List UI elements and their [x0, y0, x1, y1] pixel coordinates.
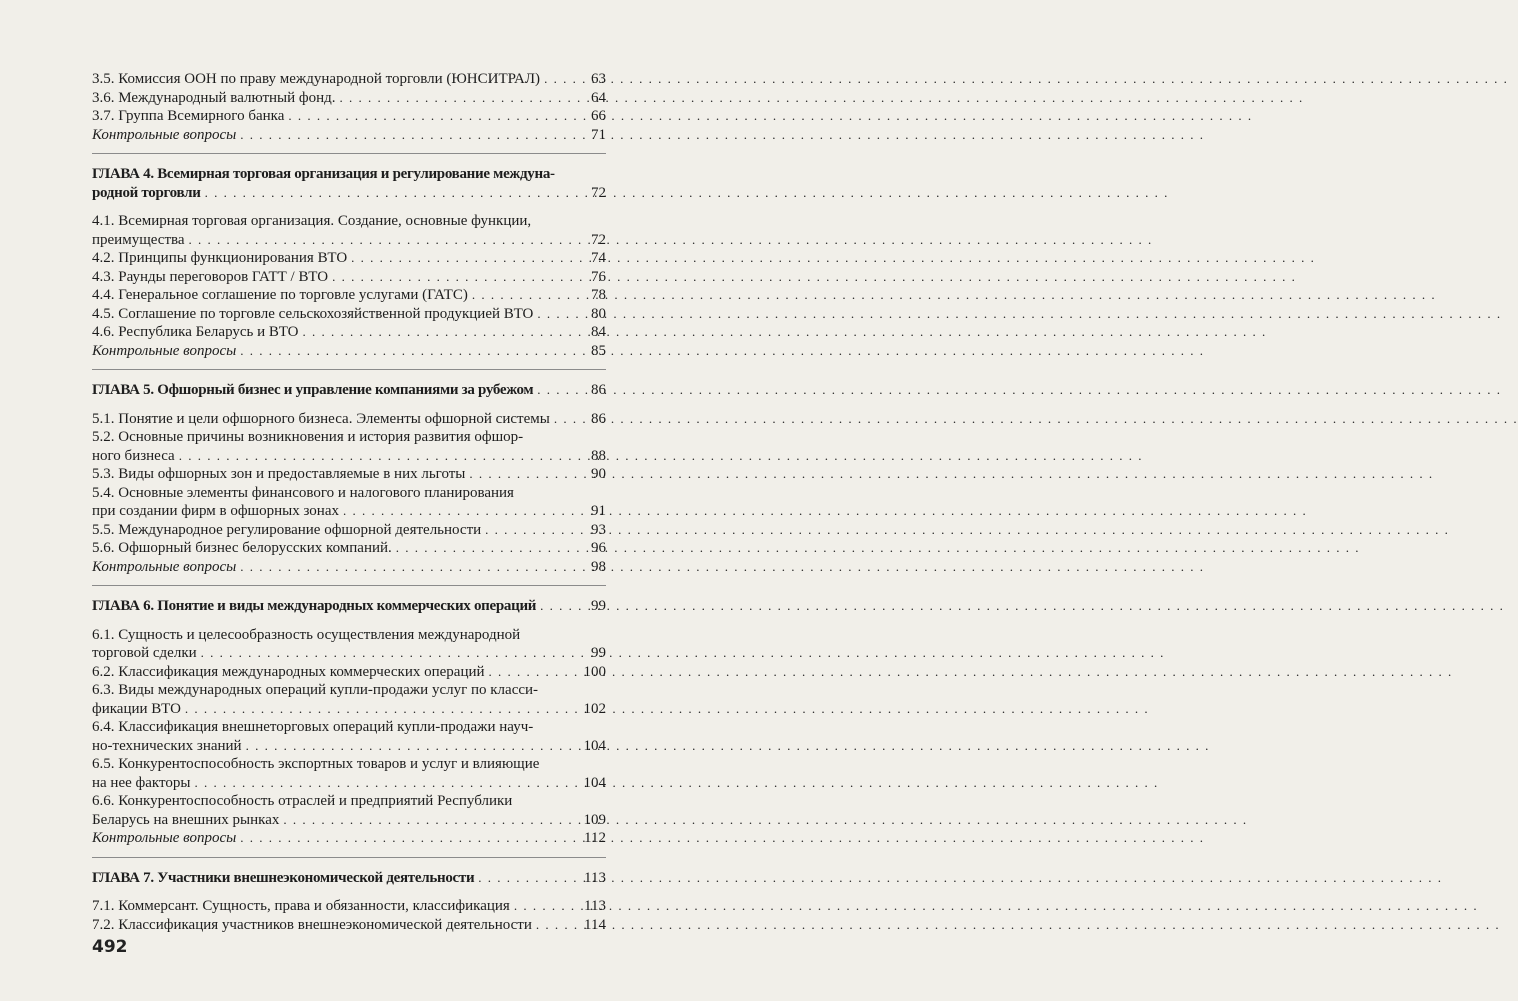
toc-entry-5-1: 5.1. Понятие и цели офшорного бизнеса. Элементы офшорной системы . . . 86 [92, 410, 606, 429]
page-number: 99 [591, 645, 606, 661]
leader-dots [288, 107, 576, 126]
divider [92, 857, 606, 858]
leader-dots [240, 342, 576, 361]
toc-entry-3-7: 3.7. Группа Всемирного банка . . . 66 [92, 107, 606, 126]
toc-entry-7-2: 7.2. Классификация участников внешнеэкономической деятельности . . . 114 [92, 916, 606, 935]
page-number: 63 [591, 71, 606, 87]
page-number: 86 [591, 410, 606, 427]
toc-entry-6-5-line1: 6.5. Конкурентоспособность экспортных товаров и услуг и влияющие [92, 756, 540, 772]
page-folio-number: 492 [92, 937, 128, 957]
toc-entry-4-5: 4.5. Соглашение по торговле сельскохозяйственной продукцией ВТО . . . 80 [92, 305, 606, 324]
page-number: 104 [583, 737, 606, 754]
leader-dots [536, 916, 576, 935]
toc-entry-6-6-line2: Беларусь на внешних рынках . . . 109 [92, 811, 606, 830]
toc-entry-6-1-line2: торговой сделки . . . 99 [92, 644, 606, 663]
leader-dots [485, 521, 576, 540]
toc-entry-3-6: 3.6. Международный валютный фонд. . . . 64 [92, 89, 606, 108]
toc-entry-4-3: 4.3. Раунды переговоров ГАТТ / ВТО . . . 76 [92, 268, 606, 287]
page-number: 113 [584, 869, 606, 886]
page-number: 109 [583, 811, 606, 828]
page-number: 98 [591, 558, 606, 575]
page-number: 99 [591, 598, 606, 614]
book-page [0, 0, 663, 1001]
page-number: 114 [584, 916, 606, 933]
toc-entry-4-6: 4.6. Республика Беларусь и ВТО . . . 84 [92, 323, 606, 342]
leader-dots [194, 774, 576, 793]
page-number: 78 [591, 287, 606, 303]
chapter-7-title: ГЛАВА 7. Участники внешнеэкономической деятельности . . . 113 [92, 869, 606, 888]
chapter-4-title-line2: родной торговли . . . 72 [92, 184, 606, 203]
toc-entry-4-4: 4.4. Генеральное соглашение по торговле услугами (ГАТС) . . . 78 [92, 286, 606, 305]
page-number: 85 [591, 342, 606, 359]
leader-dots [303, 323, 577, 342]
toc-entry-3-5: 3.5. Комиссия ООН по праву международной торговли (ЮНСИТРАЛ) . . . 63 [92, 70, 606, 89]
leader-dots [540, 597, 576, 616]
page-number: 64 [591, 89, 606, 106]
leader-dots [472, 286, 576, 305]
leader-dots [185, 700, 576, 719]
toc-entry-5-4-line1: 5.4. Основные элементы финансового и налогового планирования [92, 484, 514, 501]
toc-entry-6-6-line1: 6.6. Конкурентоспособность отраслей и предприятий Республики [92, 793, 513, 809]
page-number: 104 [583, 774, 606, 791]
toc-entry-6-3-line2: фикации ВТО . . . 102 [92, 700, 606, 719]
page-number: 100 [583, 663, 606, 680]
leader-dots [189, 231, 576, 250]
leader-dots [283, 811, 576, 830]
toc-entry-5-2-line2: ного бизнеса . . . 88 [92, 447, 606, 466]
page-number: 112 [584, 830, 606, 846]
toc-entry-6-5-line2: на нее факторы . . . 104 [92, 774, 606, 793]
page-number: 90 [591, 466, 606, 482]
toc-entry-6-1-line1: 6.1. Сущность и целесообразность осуществления международной [92, 626, 521, 643]
page-number: 91 [591, 503, 606, 519]
page-number: 84 [591, 324, 606, 340]
leader-dots [554, 410, 576, 429]
page-number: 102 [583, 700, 606, 717]
toc-entry-ch6-questions: Контрольные вопросы . . . 112 [92, 829, 606, 848]
toc-entry-ch4-questions: Контрольные вопросы . . . 85 [92, 342, 606, 361]
toc-entry-5-4-line2: при создании фирм в офшорных зонах . . . 91 [92, 502, 606, 521]
page-number: 72 [591, 184, 606, 201]
page-number: 80 [591, 305, 606, 322]
toc-entry-4-2: 4.2. Принципы функционирования ВТО . . . 74 [92, 249, 606, 268]
toc-entry-5-5: 5.5. Международное регулирование офшорной деятельности . . . 93 [92, 521, 606, 540]
toc-entry-5-6: 5.6. Офшорный бизнес белорусских компаний. . . . 96 [92, 539, 606, 558]
page-number: 96 [591, 540, 606, 556]
divider [92, 153, 606, 154]
leader-dots [240, 829, 576, 848]
leader-dots [240, 558, 576, 577]
leader-dots [351, 249, 576, 268]
toc-entry-6-3-line1: 6.3. Виды международных операций купли-продажи услуг по класси- [92, 682, 539, 698]
leader-dots [332, 268, 576, 287]
leader-dots [340, 89, 576, 108]
leader-dots [179, 447, 576, 466]
chapter-5-title: ГЛАВА 5. Офшорный бизнес и управление компаниями за рубежом . . . 86 [92, 381, 606, 400]
page-number: 76 [591, 268, 606, 285]
leader-dots [489, 663, 576, 682]
page-number: 88 [591, 447, 606, 464]
leader-dots [469, 465, 576, 484]
leader-dots [240, 126, 576, 145]
table-of-contents [92, 70, 606, 934]
leader-dots [343, 502, 576, 521]
page-number: 72 [591, 231, 606, 248]
toc-entry-ch3-questions: Контрольные вопросы . . . 71 [92, 126, 606, 145]
toc-entry-6-4-line2: но-технических знаний . . . 104 [92, 737, 606, 756]
toc-entry-6-2: 6.2. Классификация международных коммерческих операций . . . 100 [92, 663, 606, 682]
toc-entry-5-3: 5.3. Виды офшорных зон и предоставляемые в них льготы . . . 90 [92, 465, 606, 484]
toc-entry-5-2-line1: 5.2. Основные причины возникновения и история развития офшор- [92, 429, 524, 445]
page-number: 71 [591, 126, 606, 143]
leader-dots [537, 381, 576, 400]
page-number: 113 [584, 898, 606, 914]
leader-dots [544, 70, 576, 89]
toc-entry-7-1: 7.1. Коммерсант. Сущность, права и обязанности, классификация . . . 113 [92, 897, 606, 916]
chapter-4-title-line1: ГЛАВА 4. Всемирная торговая организация и регулирование междуна- [92, 166, 555, 182]
chapter-6-title: ГЛАВА 6. Понятие и виды международных коммерческих операций . . . 99 [92, 597, 606, 616]
leader-dots [205, 184, 576, 203]
toc-entry-ch5-questions: Контрольные вопросы . . . 98 [92, 558, 606, 577]
divider [92, 369, 606, 370]
leader-dots [537, 305, 576, 324]
toc-entry-4-1-line1: 4.1. Всемирная торговая организация. Создание, основные функции, [92, 213, 532, 229]
leader-dots [478, 869, 576, 888]
divider [92, 585, 606, 586]
toc-entry-6-4-line1: 6.4. Классификация внешнеторговых операций купли-продажи науч- [92, 719, 534, 735]
page-number: 74 [591, 250, 606, 266]
leader-dots [201, 644, 576, 663]
leader-dots [514, 897, 576, 916]
leader-dots [396, 539, 576, 558]
page-number: 93 [591, 521, 606, 538]
page-number: 66 [591, 108, 606, 124]
page-number: 86 [591, 382, 606, 398]
leader-dots [246, 737, 576, 756]
toc-entry-4-1-line2: преимущества . . . 72 [92, 231, 606, 250]
